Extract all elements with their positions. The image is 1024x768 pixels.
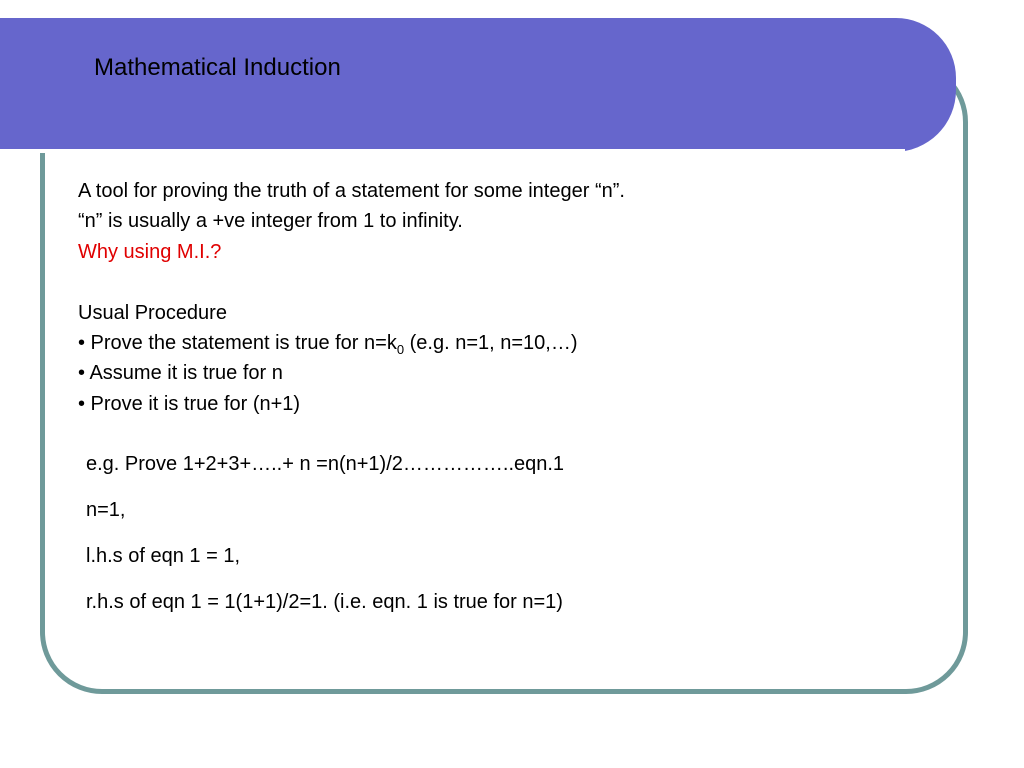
example-block: [86, 450, 936, 634]
spacer: [78, 267, 938, 297]
subscript-zero: 0: [396, 342, 405, 358]
procedure-step-1: [78, 328, 938, 358]
intro-line-1: A tool for proving the truth of a statement for some integer “n”.: [78, 180, 625, 202]
intro-line-2: “n” is usually a +ve integer from 1 to infinity.: [78, 210, 463, 233]
intro-question: Why using M.I.?: [78, 240, 222, 263]
procedure-step-1-text: • Prove the statement is true for n=k: [78, 332, 397, 355]
procedure-heading: Usual Procedure: [78, 301, 227, 324]
slide-body: [78, 176, 938, 419]
example-line-2: n=1,: [86, 499, 126, 521]
slide-title: Mathematical Induction: [94, 54, 341, 81]
example-line-1: e.g. Prove 1+2+3+…..+ n =n(n+1)/2……………..eqn.1: [86, 453, 565, 475]
header-divider-line: [0, 149, 905, 153]
procedure-step-2: • Assume it is true for n: [78, 362, 283, 385]
procedure-step-3: • Prove it is true for (n+1): [78, 392, 301, 415]
example-line-4: r.h.s of eqn 1 = 1(1+1)/2=1. (i.e. eqn. 1 is true for n=1): [86, 591, 563, 613]
example-line-3: l.h.s of eqn 1 = 1,: [86, 545, 240, 567]
procedure-step-1-example: (e.g. n=1, n=10,…): [404, 332, 578, 355]
header-band: [0, 18, 956, 152]
